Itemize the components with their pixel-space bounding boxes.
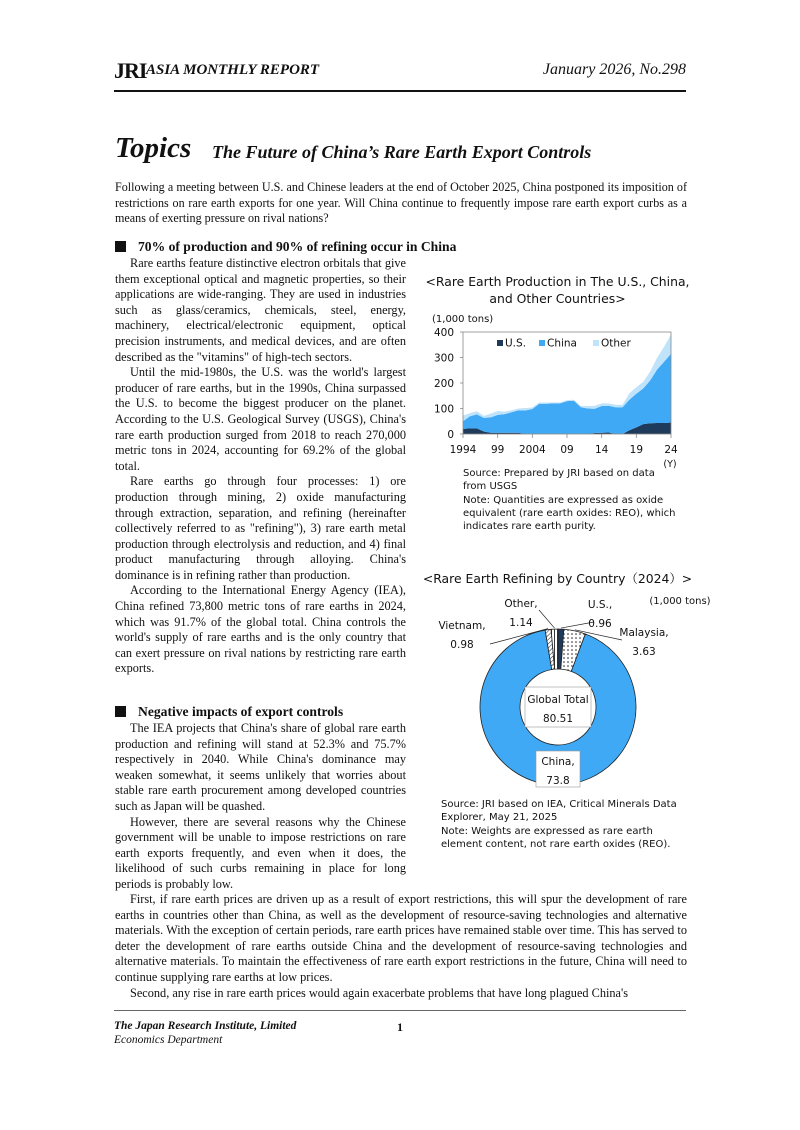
x-tick-label: 19 (629, 444, 644, 456)
production-chart-source: Source: Prepared by JRI based on data from USGS (463, 468, 655, 493)
label-china (536, 751, 580, 787)
section-heading-production (115, 239, 456, 255)
refining-chart-unit: (1,000 tons) (649, 596, 711, 607)
x-tick-label: 24 (664, 444, 678, 456)
label-other (504, 598, 537, 629)
x-axis-unit: (Y) (663, 459, 677, 470)
footer-organization: The Japan Research Institute, Limited (114, 1020, 297, 1032)
production-chart-unit: (1,000 tons) (432, 314, 494, 325)
y-tick-label: 300 (433, 352, 454, 365)
intro-paragraph: Following a meeting between U.S. and Chinese leaders at the end of October 2025, China postponed its imposition of restrictions on rare earth exports for one year. Will China continue to frequently impose rare earth export curbs as a means of exerting pressure on rival nations? (115, 180, 687, 225)
label-line: U.S., (587, 599, 613, 611)
jri-logo: JRI (114, 58, 147, 83)
footer-department: Economics Department (114, 1034, 223, 1046)
square-bullet-icon (115, 241, 126, 252)
paragraph: However, there are several reasons why the Chinese government will be unable to impose restrictions on rare earth exports frequently, and even when it does, the likelihood of such curbs remaining in place for long periods is probably low. (115, 814, 406, 891)
x-tick-label: 14 (594, 444, 609, 456)
y-tick-label: 200 (433, 378, 454, 390)
legend-swatch (539, 340, 545, 346)
report-name: ASIA MONTHLY REPORT (146, 62, 320, 78)
label-line: 3.63 (632, 646, 656, 658)
production-chart-title: <Rare Earth Production in The U.S., China, and Other Countries> (425, 274, 690, 306)
paragraph: According to the International Energy Agency (IEA), China refined 73,800 metric tons of rare earths in 2024, which was 91.7% of the global total. China controls the world's supply of rare earths and is the only country that can exert pressure on rival nations by restricting rare earth exports. (115, 583, 406, 676)
label-us (588, 599, 612, 630)
page-number: 1 (397, 1020, 403, 1034)
area-series-china (463, 354, 671, 434)
x-tick-label: 2004 (518, 444, 546, 456)
legend-swatch (497, 340, 503, 346)
y-tick-label: 400 (433, 327, 454, 339)
page-title: The Future of China’s Rare Earth Export Controls (212, 142, 592, 162)
label-line: Malaysia, (619, 627, 669, 639)
center-label: Global Total (527, 694, 589, 706)
paragraph: Until the mid-1980s, the U.S. was the world's largest producer of rare earths, but in the 1990s, China surpassed the U.S. to become the biggest producer on the planet. According to the U.S. Geological Survey (USGS), China's rare earth production surged from 2018 to reach 270,000 metric tons in 2024, accounting for 69.2% of the global total. (115, 365, 406, 473)
label-line: 0.96 (588, 618, 612, 630)
label-line: 1.14 (509, 617, 533, 629)
header-divider (114, 90, 686, 92)
production-area-chart (420, 324, 690, 474)
legend-label: Other (601, 337, 631, 350)
refining-chart-source: Source: JRI based on IEA, Critical Minerals Data Explorer, May 21, 2025 (441, 799, 677, 824)
section-heading-impacts (115, 704, 343, 720)
label-line: Vietnam, (438, 620, 486, 632)
legend-swatch (593, 340, 599, 346)
paragraph: The IEA projects that China's share of global rare earth production and refining will stand at 52.3% and 75.7% respectively in 2040. While China's dominance may weaken somewhat, it seems unlikely that worries about stable rare earth procurement among developed countries such as Japan will be quashed. (115, 721, 406, 813)
label-line: Other, (504, 598, 538, 610)
footer-divider (114, 1010, 686, 1011)
refining-donut-chart (430, 592, 711, 792)
x-tick-label: 1994 (449, 444, 477, 456)
x-tick-label: 99 (490, 444, 505, 456)
paragraph: Rare earths go through four processes: 1) ore production through mining, 2) oxide manufacturing through extraction, separation, and refining (hereinafter collectively referred to as "refining"), 3) rare earth metal production through electrolysis and reduction, and 4) final product manufacturing through alloying. China's dominance is in refining rather than production. (115, 474, 406, 582)
leader-line (539, 610, 554, 628)
section-body-fullwidth (115, 892, 687, 1001)
square-bullet-icon (115, 706, 126, 717)
y-tick-label: 0 (447, 429, 454, 441)
refining-chart-note: Note: Weights are expressed as rare earth element content, not rare earth oxides (REO). (441, 826, 671, 851)
paragraph: First, if rare earth prices are driven up as a result of export restrictions, this will spur the development of rare earths in countries other than China, as well as the development of resource-saving technologies and alternative materials. With the exception of certain periods, rare earth prices have remained stable over time. This has served to deter the development of rare earths outside China and the development of resource-saving technologies and alternative materials. To maintain the effectiveness of rare earth export restrictions in the future, China will need to continue supplying rare earths at low prices. (115, 892, 687, 984)
legend-label: China (547, 337, 577, 350)
paragraph: Second, any rise in rare earth prices would again exacerbate problems that have long plagued China's (130, 985, 629, 1000)
issue-label: January 2026, No.298 (542, 61, 686, 78)
refining-chart-title: <Rare Earth Refining by Country（2024）> (422, 571, 693, 586)
center-value: 80.51 (542, 713, 574, 725)
section-heading-text: Negative impacts of export controls (138, 704, 344, 719)
label-vietnam (438, 620, 485, 651)
x-tick-label: 09 (560, 444, 574, 456)
label-line: China, (541, 756, 575, 768)
y-tick-label: 100 (433, 403, 454, 416)
legend-label: U.S. (505, 337, 527, 350)
section-body-impacts (115, 721, 406, 893)
label-line: 0.98 (450, 639, 474, 651)
section-heading-text: 70% of production and 90% of refining occur in China (138, 239, 457, 254)
center-total-label (525, 687, 591, 727)
label-line: 73.8 (546, 775, 570, 787)
topics-label: Topics (115, 132, 192, 164)
label-malaysia (619, 627, 668, 658)
production-chart-note: Note: Quantities are expressed as oxide equivalent (rare earth oxides: REO), which indicates rare earth purity. (463, 495, 676, 533)
paragraph: Rare earths feature distinctive electron orbitals that give them exceptional optical and magnetic properties, so their applications are wide-ranging. They are used in industries such as glass/ceramics, chemicals, steel, energy, machinery, electrical/electronic equipment, optical precision instruments, and medical devices, and are often described as the "vitamins" of high-tech sectors. (115, 256, 406, 364)
section-body-production (115, 256, 406, 677)
